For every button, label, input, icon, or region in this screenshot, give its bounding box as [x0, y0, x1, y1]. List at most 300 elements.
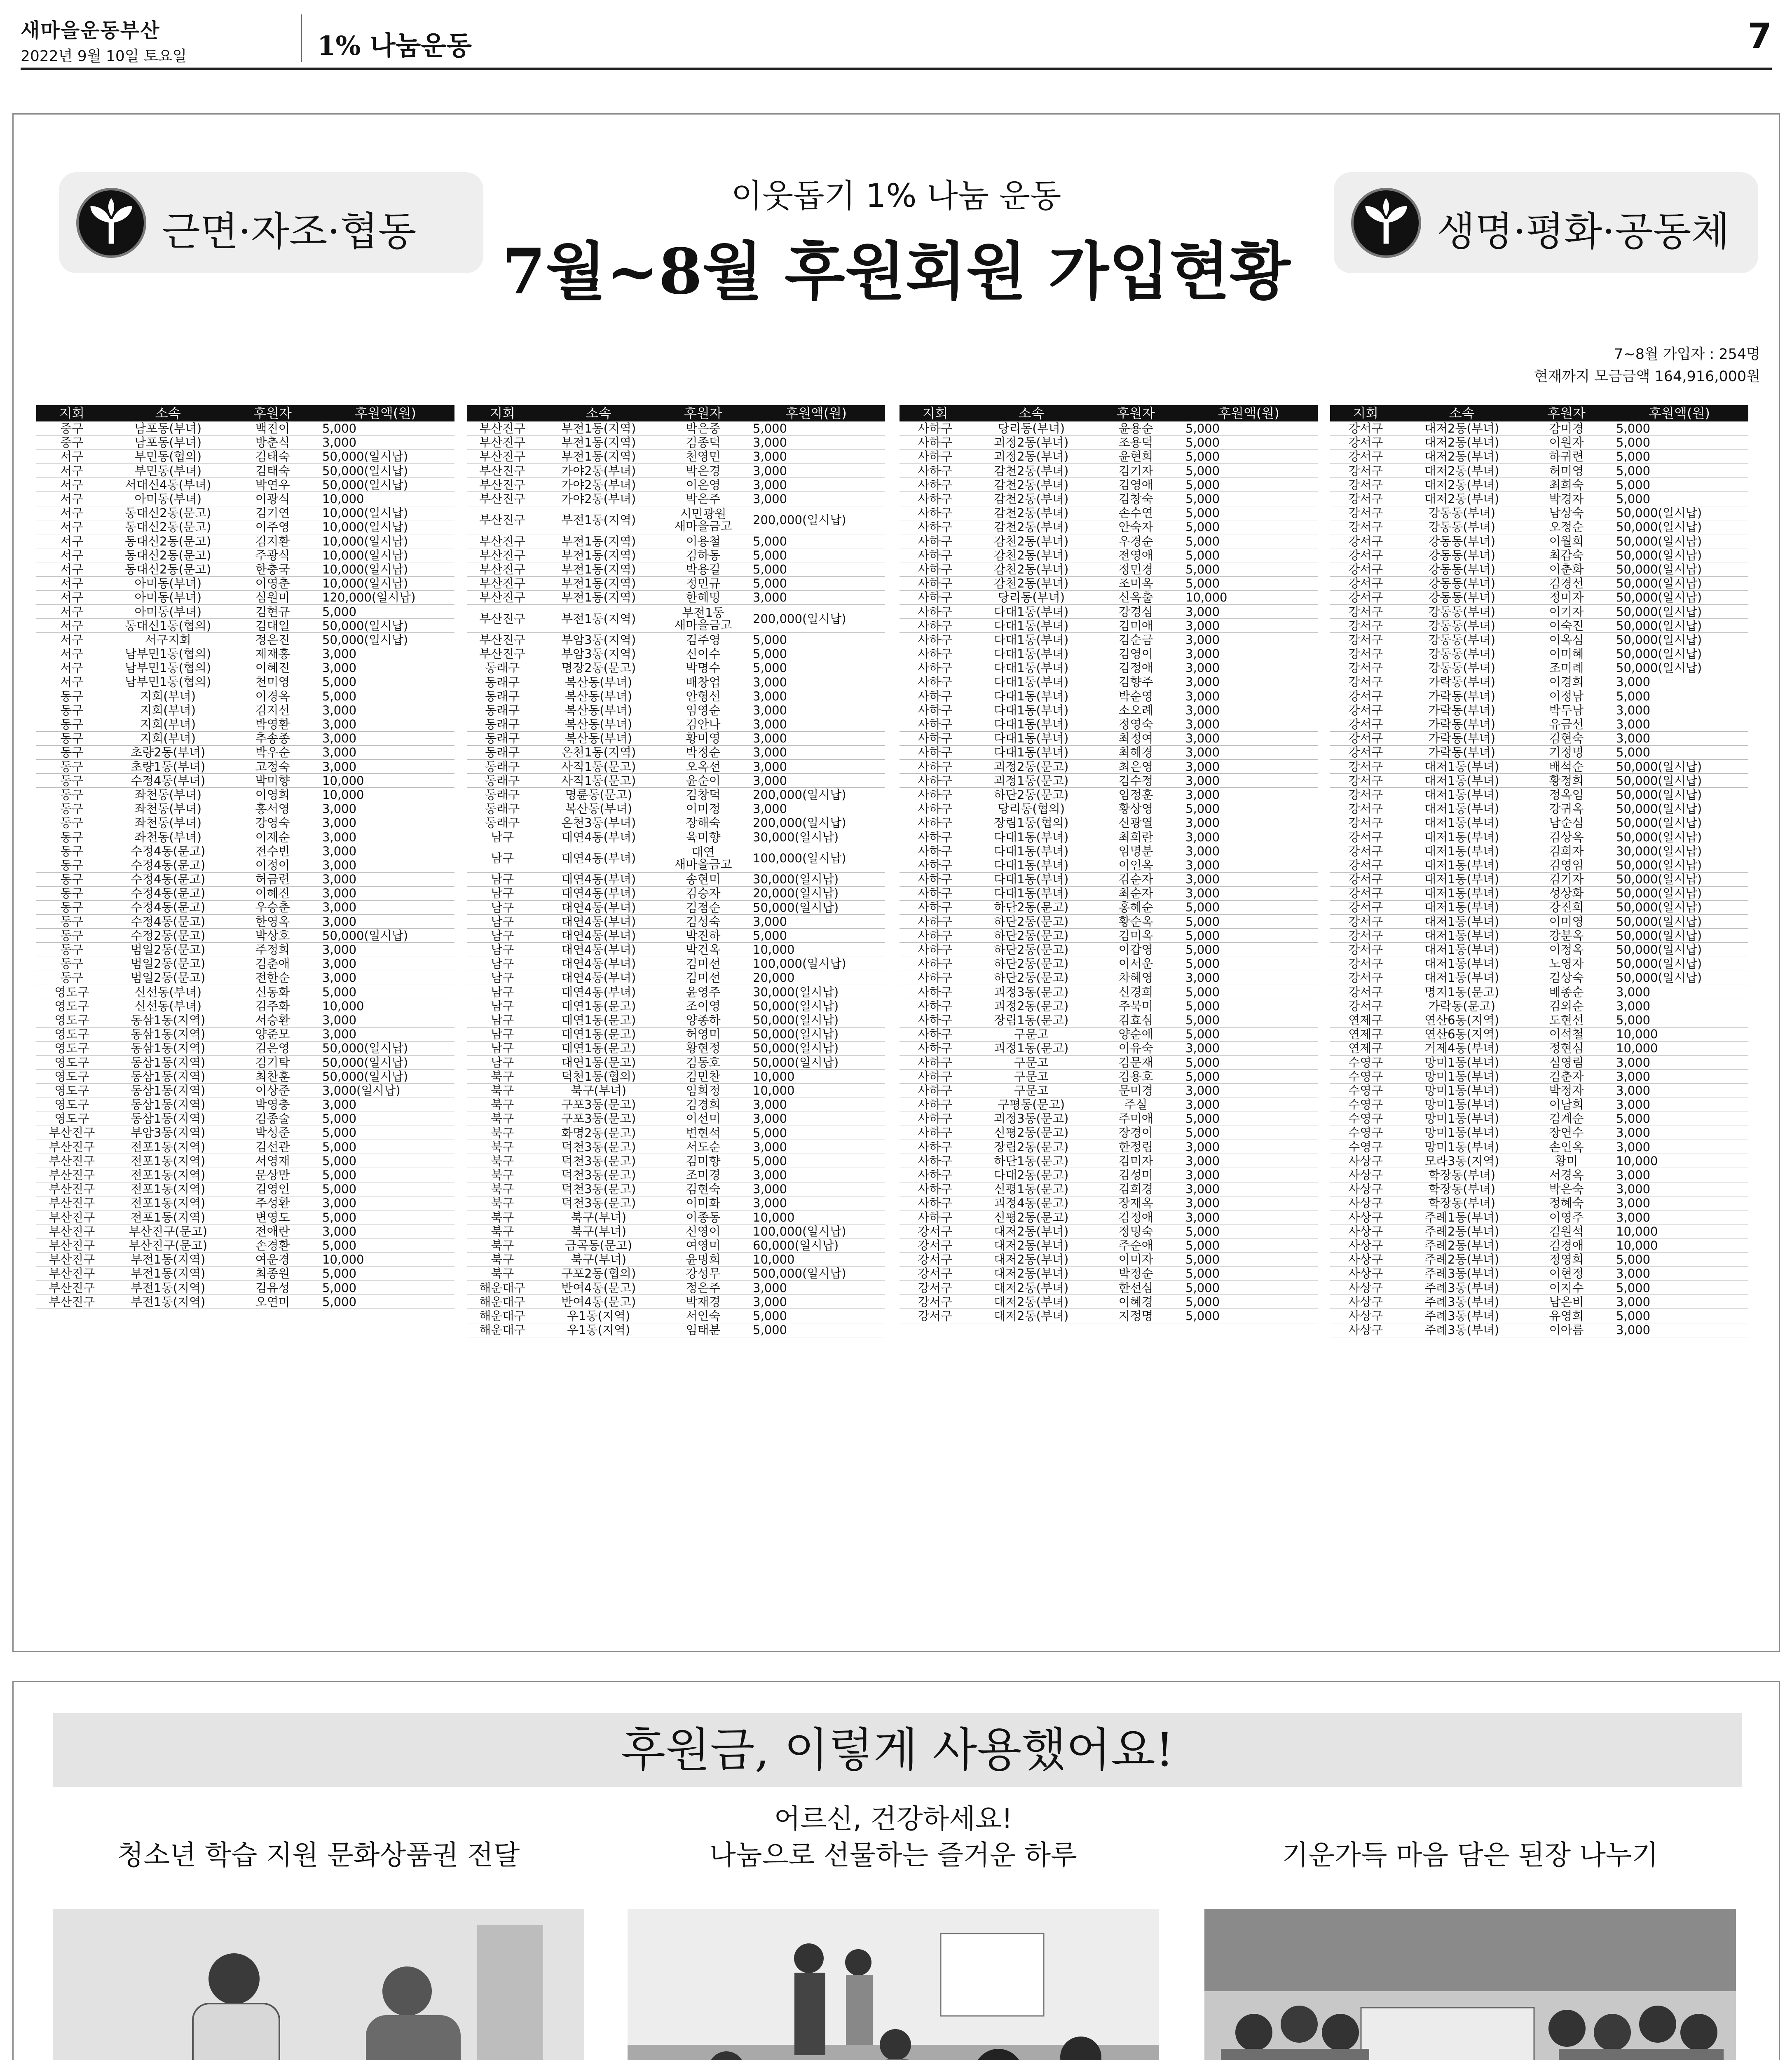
branch-cell: 강서구 [1330, 816, 1401, 830]
branch-cell: 강서구 [900, 1224, 971, 1238]
affiliation-cell: 대저1동(부녀) [1401, 943, 1523, 957]
affiliation-cell: 강동동(부녀) [1401, 576, 1523, 590]
affiliation-cell: 망미1동(부녀) [1401, 1112, 1523, 1126]
donor-cell: 박연우 [229, 478, 316, 492]
affiliation-cell: 부암3동(지역) [538, 647, 659, 661]
table-row [36, 886, 454, 900]
affiliation-cell: 지회(부녀) [108, 703, 229, 717]
affiliation-cell: 대저2동(부녀) [1401, 464, 1523, 478]
table-row [900, 1027, 1318, 1041]
donor-cell: 신영이 [659, 1224, 747, 1238]
donor-cell: 윤순이 [659, 774, 747, 788]
amount-cell: 3,000 [747, 675, 885, 689]
branch-cell: 사하구 [900, 929, 971, 943]
affiliation-cell: 주례1동(부녀) [1401, 1210, 1523, 1224]
amount-cell: 5,000 [316, 1168, 454, 1182]
motto-left-text: 근면·자조·협동 [162, 208, 417, 255]
donor-cell: 김춘자 [1523, 1070, 1610, 1084]
amount-cell: 3,000 [1180, 760, 1318, 774]
donor-cell: 주정희 [229, 943, 316, 957]
table-row [900, 788, 1318, 802]
branch-cell: 해운대구 [467, 1280, 538, 1295]
affiliation-cell: 구포3동(문고) [538, 1112, 659, 1126]
amount-cell: 10,000 [1610, 1154, 1748, 1168]
affiliation-cell: 학장동(부녀) [1401, 1196, 1523, 1210]
amount-cell: 50,000(일시납) [316, 449, 454, 464]
affiliation-cell: 당리동(부녀) [971, 421, 1092, 435]
table-row [1330, 478, 1748, 492]
branch-cell: 연제구 [1330, 1027, 1401, 1041]
table-row [1330, 900, 1748, 914]
branch-cell: 부산진구 [36, 1140, 108, 1154]
amount-cell: 3,000 [747, 1295, 885, 1309]
branch-cell: 동구 [36, 717, 108, 731]
table-row [36, 1070, 454, 1084]
amount-cell: 5,000 [1180, 943, 1318, 957]
column-header: 후원액(원) [747, 405, 885, 421]
donor-cell: 박영환 [229, 717, 316, 731]
donor-cell: 이정남 [1523, 689, 1610, 703]
affiliation-cell: 초량1동(부녀) [108, 760, 229, 774]
branch-cell: 서구 [36, 478, 108, 492]
amount-cell: 3,000 [747, 1140, 885, 1154]
amount-cell: 3,000 [316, 745, 454, 759]
branch-cell: 부산진구 [467, 647, 538, 661]
table-row [467, 1041, 885, 1055]
branch-cell: 강서구 [1330, 830, 1401, 844]
donor-table-column [900, 405, 1318, 1323]
branch-cell: 해운대구 [467, 1309, 538, 1323]
donor-cell: 김하동 [659, 548, 747, 562]
affiliation-cell: 동대신2동(문고) [108, 562, 229, 576]
affiliation-cell: 장림1동(문고) [971, 1013, 1092, 1027]
table-row [900, 492, 1318, 506]
table-row [467, 717, 885, 731]
branch-cell: 사하구 [900, 520, 971, 534]
branch-cell: 동구 [36, 900, 108, 914]
branch-cell: 사하구 [900, 576, 971, 590]
affiliation-cell: 대연4동(부녀) [538, 900, 659, 914]
branch-cell: 서구 [36, 520, 108, 534]
branch-cell: 강서구 [1330, 957, 1401, 971]
branch-cell: 강서구 [1330, 985, 1401, 999]
affiliation-cell: 강동동(부녀) [1401, 661, 1523, 675]
branch-cell: 사하구 [900, 816, 971, 830]
branch-cell: 동래구 [467, 788, 538, 802]
donor-cell: 박은주 [659, 492, 747, 506]
amount-cell: 5,000 [1180, 1027, 1318, 1041]
donor-cell: 남순심 [1523, 816, 1610, 830]
affiliation-cell: 괴정1동(문고) [971, 1041, 1092, 1055]
donor-cell: 장해숙 [659, 816, 747, 830]
table-row [1330, 717, 1748, 731]
branch-cell: 사하구 [900, 548, 971, 562]
branch-cell: 사하구 [900, 689, 971, 703]
affiliation-cell: 모라3동(지역) [1401, 1154, 1523, 1168]
table-row [900, 534, 1318, 548]
donor-cell: 고정숙 [229, 760, 316, 774]
amount-cell: 10,000 [747, 1084, 885, 1098]
table-row [900, 1280, 1318, 1295]
affiliation-cell: 대저2동(부녀) [971, 1252, 1092, 1266]
branch-cell: 남구 [467, 1013, 538, 1027]
table-row [467, 1224, 885, 1238]
affiliation-cell: 전포1동(지역) [108, 1182, 229, 1196]
column-header: 후원자 [1523, 405, 1610, 421]
branch-cell: 사하구 [900, 774, 971, 788]
branch-cell: 사하구 [900, 788, 971, 802]
affiliation-cell: 신평2동(문고) [971, 1210, 1092, 1224]
amount-cell: 50,000(일시납) [316, 1041, 454, 1055]
affiliation-cell: 동대신2동(문고) [108, 520, 229, 534]
donor-cell: 주광식 [229, 548, 316, 562]
branch-cell: 남구 [467, 971, 538, 985]
donor-cell: 남상숙 [1523, 506, 1610, 520]
amount-cell: 3,000 [1180, 858, 1318, 872]
table-row [900, 1182, 1318, 1196]
table-row [467, 745, 885, 759]
affiliation-cell: 부전1동(지역) [538, 604, 659, 632]
branch-cell: 수영구 [1330, 1098, 1401, 1112]
donor-cell: 유금선 [1523, 717, 1610, 731]
donor-cell: 정은주 [659, 1280, 747, 1295]
table-row [467, 971, 885, 985]
table-row [900, 1196, 1318, 1210]
donor-cell: 박상호 [229, 929, 316, 943]
story-doenjang-sharing [1204, 1818, 1736, 1892]
amount-cell: 3,000 [1180, 633, 1318, 647]
branch-cell: 동래구 [467, 661, 538, 675]
affiliation-cell: 구문고 [971, 1027, 1092, 1041]
donor-cell: 손인옥 [1523, 1140, 1610, 1154]
branch-cell: 동래구 [467, 816, 538, 830]
table-row [36, 506, 454, 520]
amount-cell: 3,000 [1610, 1168, 1748, 1182]
branch-cell: 부산진구 [467, 590, 538, 604]
donor-cell: 최희숙 [1523, 478, 1610, 492]
table-row [36, 703, 454, 717]
donor-cell: 이기자 [1523, 604, 1610, 618]
amount-cell: 5,000 [1180, 520, 1318, 534]
donor-cell: 최혜경 [1092, 745, 1180, 759]
affiliation-cell: 대저2동(부녀) [1401, 478, 1523, 492]
table-row [1330, 590, 1748, 604]
branch-cell: 사하구 [900, 830, 971, 844]
donor-cell: 김지선 [229, 703, 316, 717]
branch-cell: 동구 [36, 872, 108, 886]
amount-cell: 3,000 [1180, 886, 1318, 900]
amount-cell: 5,000 [1180, 492, 1318, 506]
table-row [1330, 760, 1748, 774]
branch-cell: 남구 [467, 886, 538, 900]
branch-cell: 사하구 [900, 590, 971, 604]
amount-cell: 5,000 [1180, 1013, 1318, 1027]
table-row [467, 435, 885, 449]
branch-cell: 사하구 [900, 534, 971, 548]
branch-cell: 동래구 [467, 717, 538, 731]
amount-cell: 30,000(일시납) [747, 830, 885, 844]
table-row [467, 788, 885, 802]
affiliation-cell: 복산동(부녀) [538, 802, 659, 816]
table-row [36, 900, 454, 914]
donor-cell: 박건옥 [659, 943, 747, 957]
branch-cell: 남구 [467, 957, 538, 971]
table-row [467, 1126, 885, 1140]
amount-cell: 3,000 [1610, 1098, 1748, 1112]
donor-cell: 김기탁 [229, 1055, 316, 1069]
affiliation-cell: 강동동(부녀) [1401, 506, 1523, 520]
amount-cell: 50,000(일시납) [1610, 816, 1748, 830]
affiliation-cell: 하단2동(문고) [971, 929, 1092, 943]
table-row [467, 548, 885, 562]
branch-cell: 동구 [36, 957, 108, 971]
donor-cell: 정영숙 [1092, 717, 1180, 731]
affiliation-cell: 좌천동(부녀) [108, 788, 229, 802]
affiliation-cell: 대저2동(부녀) [971, 1280, 1092, 1295]
table-row [467, 478, 885, 492]
amount-cell: 3,000 [1610, 1055, 1748, 1069]
affiliation-cell: 사직1동(문고) [538, 774, 659, 788]
affiliation-cell: 대연4동(부녀) [538, 985, 659, 999]
branch-cell: 북구 [467, 1196, 538, 1210]
donor-cell: 김현숙 [1523, 731, 1610, 745]
affiliation-cell: 대저2동(부녀) [1401, 449, 1523, 464]
table-row [36, 1154, 454, 1168]
section-title: 1% 나눔운동 [317, 30, 472, 61]
amount-cell: 3,000 [316, 872, 454, 886]
branch-cell: 수영구 [1330, 1112, 1401, 1126]
branch-cell: 서구 [36, 562, 108, 576]
table-row [36, 788, 454, 802]
affiliation-cell: 범일2동(문고) [108, 943, 229, 957]
branch-cell: 서구 [36, 534, 108, 548]
table-row [900, 1154, 1318, 1168]
affiliation-cell: 주례3동(부녀) [1401, 1266, 1523, 1280]
amount-cell: 3,000 [1180, 604, 1318, 618]
amount-cell: 5,000 [1610, 745, 1748, 759]
story-title: 어르신, 건강하세요! 나눔으로 선물하는 즐거운 하루 [710, 1803, 1077, 1871]
donor-cell: 김희경 [1092, 1182, 1180, 1196]
affiliation-cell: 초량2동(부녀) [108, 745, 229, 759]
donor-cell: 조미례 [1523, 661, 1610, 675]
branch-cell: 부산진구 [467, 464, 538, 478]
donor-cell: 조미경 [659, 1168, 747, 1182]
branch-cell: 강서구 [1330, 689, 1401, 703]
donor-cell: 정현심 [1523, 1041, 1610, 1055]
amount-cell: 5,000 [1180, 478, 1318, 492]
donor-cell: 이남희 [1523, 1098, 1610, 1112]
affiliation-cell: 부전1동(지역) [538, 562, 659, 576]
affiliation-cell: 대저1동(부녀) [1401, 760, 1523, 774]
affiliation-cell: 대저1동(부녀) [1401, 872, 1523, 886]
donor-cell: 김미선 [659, 957, 747, 971]
affiliation-cell: 망미1동(부녀) [1401, 1126, 1523, 1140]
branch-cell: 부산진구 [467, 506, 538, 534]
table-row [36, 548, 454, 562]
table-row [36, 1098, 454, 1112]
donor-cell: 송현미 [659, 872, 747, 886]
affiliation-cell: 구문고 [971, 1084, 1092, 1098]
branch-cell: 사하구 [900, 971, 971, 985]
branch-cell: 남구 [467, 872, 538, 886]
branch-cell: 사하구 [900, 1084, 971, 1098]
table-row [900, 774, 1318, 788]
donor-cell: 기정명 [1523, 745, 1610, 759]
branch-cell: 남구 [467, 1027, 538, 1041]
table-row [36, 435, 454, 449]
affiliation-cell: 다대1동(부녀) [971, 844, 1092, 858]
affiliation-cell: 덕천3동(문고) [538, 1182, 659, 1196]
amount-cell: 5,000 [1610, 435, 1748, 449]
table-row [1330, 464, 1748, 478]
amount-cell: 50,000(일시납) [1610, 929, 1748, 943]
donor-cell: 김성미 [1092, 1168, 1180, 1182]
donor-cell: 홍혜순 [1092, 900, 1180, 914]
branch-cell: 사상구 [1330, 1154, 1401, 1168]
issue-date: 2022년 9월 10일 토요일 [21, 48, 187, 65]
affiliation-cell: 복산동(부녀) [538, 717, 659, 731]
affiliation-cell: 다대1동(부녀) [971, 858, 1092, 872]
affiliation-cell: 망미1동(부녀) [1401, 1140, 1523, 1154]
affiliation-cell: 덕천3동(문고) [538, 1196, 659, 1210]
table-row [36, 449, 454, 464]
donor-cell: 이춘화 [1523, 562, 1610, 576]
table-row [900, 421, 1318, 435]
affiliation-cell: 가락동(문고) [1401, 999, 1523, 1013]
donor-cell: 신이수 [659, 647, 747, 661]
table-row [467, 534, 885, 548]
donor-cell: 이현정 [1523, 1266, 1610, 1280]
branch-cell: 사하구 [900, 717, 971, 731]
table-row [36, 985, 454, 999]
table-row [1330, 929, 1748, 943]
table-row [1330, 1224, 1748, 1238]
branch-cell: 사하구 [900, 999, 971, 1013]
table-row [1330, 689, 1748, 703]
branch-cell: 사하구 [900, 943, 971, 957]
affiliation-cell: 덕천3동(문고) [538, 1168, 659, 1182]
donor-cell: 주묵미 [1092, 999, 1180, 1013]
branch-cell: 사하구 [900, 1112, 971, 1126]
table-row [1330, 731, 1748, 745]
table-row [1330, 1323, 1748, 1337]
table-row [36, 1266, 454, 1280]
amount-cell: 5,000 [1180, 985, 1318, 999]
story-photo [1204, 1909, 1736, 2060]
donor-cell: 김승자 [659, 886, 747, 900]
affiliation-cell: 대연4동(부녀) [538, 872, 659, 886]
affiliation-cell: 동대신1동(협의) [108, 619, 229, 633]
branch-cell: 동래구 [467, 689, 538, 703]
amount-cell: 3,000 [1180, 717, 1318, 731]
branch-cell: 부산진구 [36, 1238, 108, 1252]
affiliation-cell: 대연1동(문고) [538, 1055, 659, 1069]
affiliation-cell: 동삼1동(지역) [108, 1070, 229, 1084]
column-header: 소속 [538, 405, 659, 421]
donor-cell: 윤영주 [659, 985, 747, 999]
table-header-row [900, 405, 1318, 421]
amount-cell: 50,000(일시납) [1610, 802, 1748, 816]
donor-cell: 최종원 [229, 1266, 316, 1280]
amount-cell: 50,000(일시납) [1610, 619, 1748, 633]
table-row [36, 1196, 454, 1210]
donor-cell: 김영애 [1092, 478, 1180, 492]
branch-cell: 연제구 [1330, 1041, 1401, 1055]
branch-cell: 사하구 [900, 435, 971, 449]
donor-cell: 전한순 [229, 971, 316, 985]
amount-cell: 5,000 [316, 1210, 454, 1224]
affiliation-cell: 대저1동(부녀) [1401, 971, 1523, 985]
donor-table [36, 405, 454, 1309]
donor-cell: 박용길 [659, 562, 747, 576]
affiliation-cell: 당리동(협의) [971, 802, 1092, 816]
donor-cell: 강귀옥 [1523, 802, 1610, 816]
table-row [1330, 915, 1748, 929]
amount-cell: 3,000 [747, 449, 885, 464]
affiliation-cell: 수정4동(문고) [108, 858, 229, 872]
table-row [1330, 604, 1748, 618]
amount-cell: 5,000 [316, 1238, 454, 1252]
amount-cell: 20,000 [747, 971, 885, 985]
affiliation-cell: 구포3동(문고) [538, 1098, 659, 1112]
affiliation-cell: 전포1동(지역) [108, 1140, 229, 1154]
amount-cell: 5,000 [1180, 1055, 1318, 1069]
affiliation-cell: 우1동(지역) [538, 1323, 659, 1337]
donor-cell: 우승춘 [229, 900, 316, 914]
table-row [467, 1027, 885, 1041]
affiliation-cell: 부전1동(지역) [108, 1295, 229, 1309]
amount-cell: 3,000 [1180, 816, 1318, 830]
amount-cell: 3,000 [1180, 1196, 1318, 1210]
affiliation-cell: 수정4동(문고) [108, 900, 229, 914]
donor-cell: 이주영 [229, 520, 316, 534]
table-row [900, 844, 1318, 858]
amount-cell: 50,000(일시납) [1610, 562, 1748, 576]
donor-cell: 손경환 [229, 1238, 316, 1252]
table-row [36, 943, 454, 957]
affiliation-cell: 주례3동(부녀) [1401, 1295, 1523, 1309]
donor-cell: 서인숙 [659, 1309, 747, 1323]
donor-cell: 김상숙 [1523, 971, 1610, 985]
affiliation-cell: 하단2동(문고) [971, 788, 1092, 802]
amount-cell: 50,000(일시납) [1610, 548, 1748, 562]
amount-cell: 5,000 [316, 421, 454, 435]
branch-cell: 영도구 [36, 1027, 108, 1041]
branch-cell: 영도구 [36, 1013, 108, 1027]
amount-cell: 5,000 [1610, 1252, 1748, 1266]
amount-cell: 10,000(일시납) [316, 506, 454, 520]
branch-cell: 서구 [36, 633, 108, 647]
amount-cell: 3,000 [1610, 717, 1748, 731]
amount-cell: 3,000 [1180, 1182, 1318, 1196]
amount-cell: 3,000 [747, 1098, 885, 1112]
table-row [900, 830, 1318, 844]
amount-cell: 50,000(일시납) [316, 1070, 454, 1084]
amount-cell: 5,000 [1610, 421, 1748, 435]
table-row [1330, 1140, 1748, 1154]
table-row [36, 830, 454, 844]
donor-cell: 육미향 [659, 830, 747, 844]
column-header: 후원액(원) [316, 405, 454, 421]
branch-cell: 사하구 [900, 915, 971, 929]
amount-cell: 3,000(일시납) [316, 1084, 454, 1098]
motto-right-text: 생명·평화·공동체 [1437, 208, 1730, 255]
donor-cell: 김주영 [659, 633, 747, 647]
table-row [467, 675, 885, 689]
affiliation-cell: 동삼1동(지역) [108, 1013, 229, 1027]
affiliation-cell: 부전1동(지역) [538, 435, 659, 449]
table-row [467, 1168, 885, 1182]
